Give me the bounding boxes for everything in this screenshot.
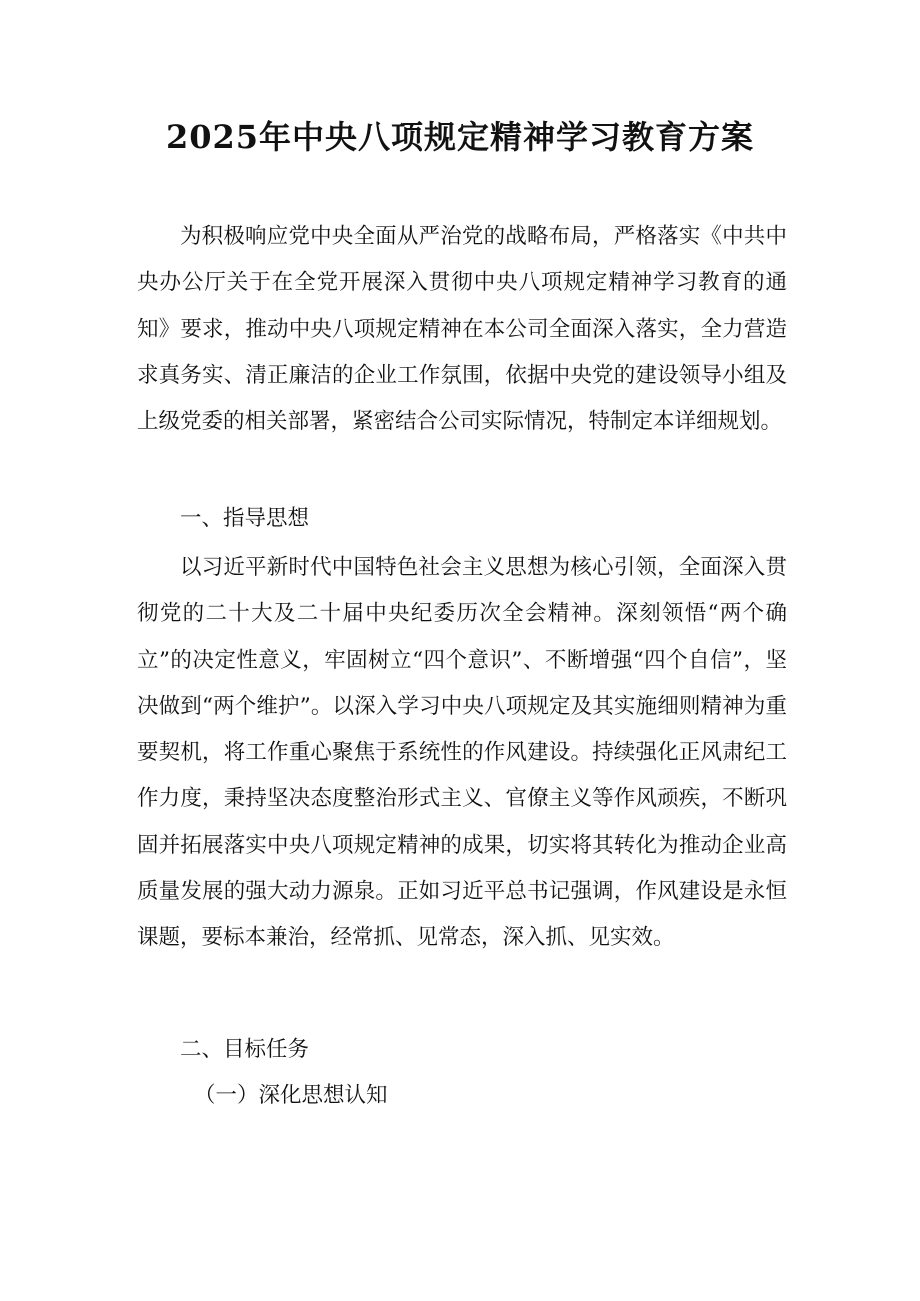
document-title: 2025年中央八项规定精神学习教育方案: [165, 118, 755, 156]
guiding-ideology-paragraph: 以习近平新时代中国特色社会主义思想为核心引领，全面深入贯彻党的二十大及二十届中央纪委历次全会精神。深刻领悟“两个确立”的决定性意义，牢固树立“四个意识”、不断增强“四个自信”，坚决做到“两个维护”。以深入学习中央八项规定及其实施细则精神为重要契机，将工作重心聚焦于系统性的作风建设。持续强化正风肃纪工作力度，秉持坚决态度整治形式主义、官僚主义等作风顽疾，不断巩固并拓展落实中央八项规定精神的成果，切实将其转化为推动企业高质量发展的强大动力源泉。正如习近平总书记强调，作风建设是永恒课题，要标本兼治，经常抓、见常态，深入抓、见实效。: [137, 555, 787, 951]
section-heading-goals-tasks: 二、目标任务: [180, 1037, 310, 1062]
section-heading-guiding-ideology: 一、指导思想: [180, 506, 310, 531]
subsection-heading-deepen-awareness: （一）深化思想认知: [194, 1083, 388, 1108]
intro-paragraph: 为积极响应党中央全面从严治党的战略布局，严格落实《中共中央办公厅关于在全党开展深入贯彻中央八项规定精神学习教育的通知》要求，推动中央八项规定精神在本公司全面深入落实，全力营造求真务实、清正廉洁的企业工作氛围，依据中央党的建设领导小组及上级党委的相关部署，紧密结合公司实际情况，特制定本详细规划。: [137, 224, 787, 435]
